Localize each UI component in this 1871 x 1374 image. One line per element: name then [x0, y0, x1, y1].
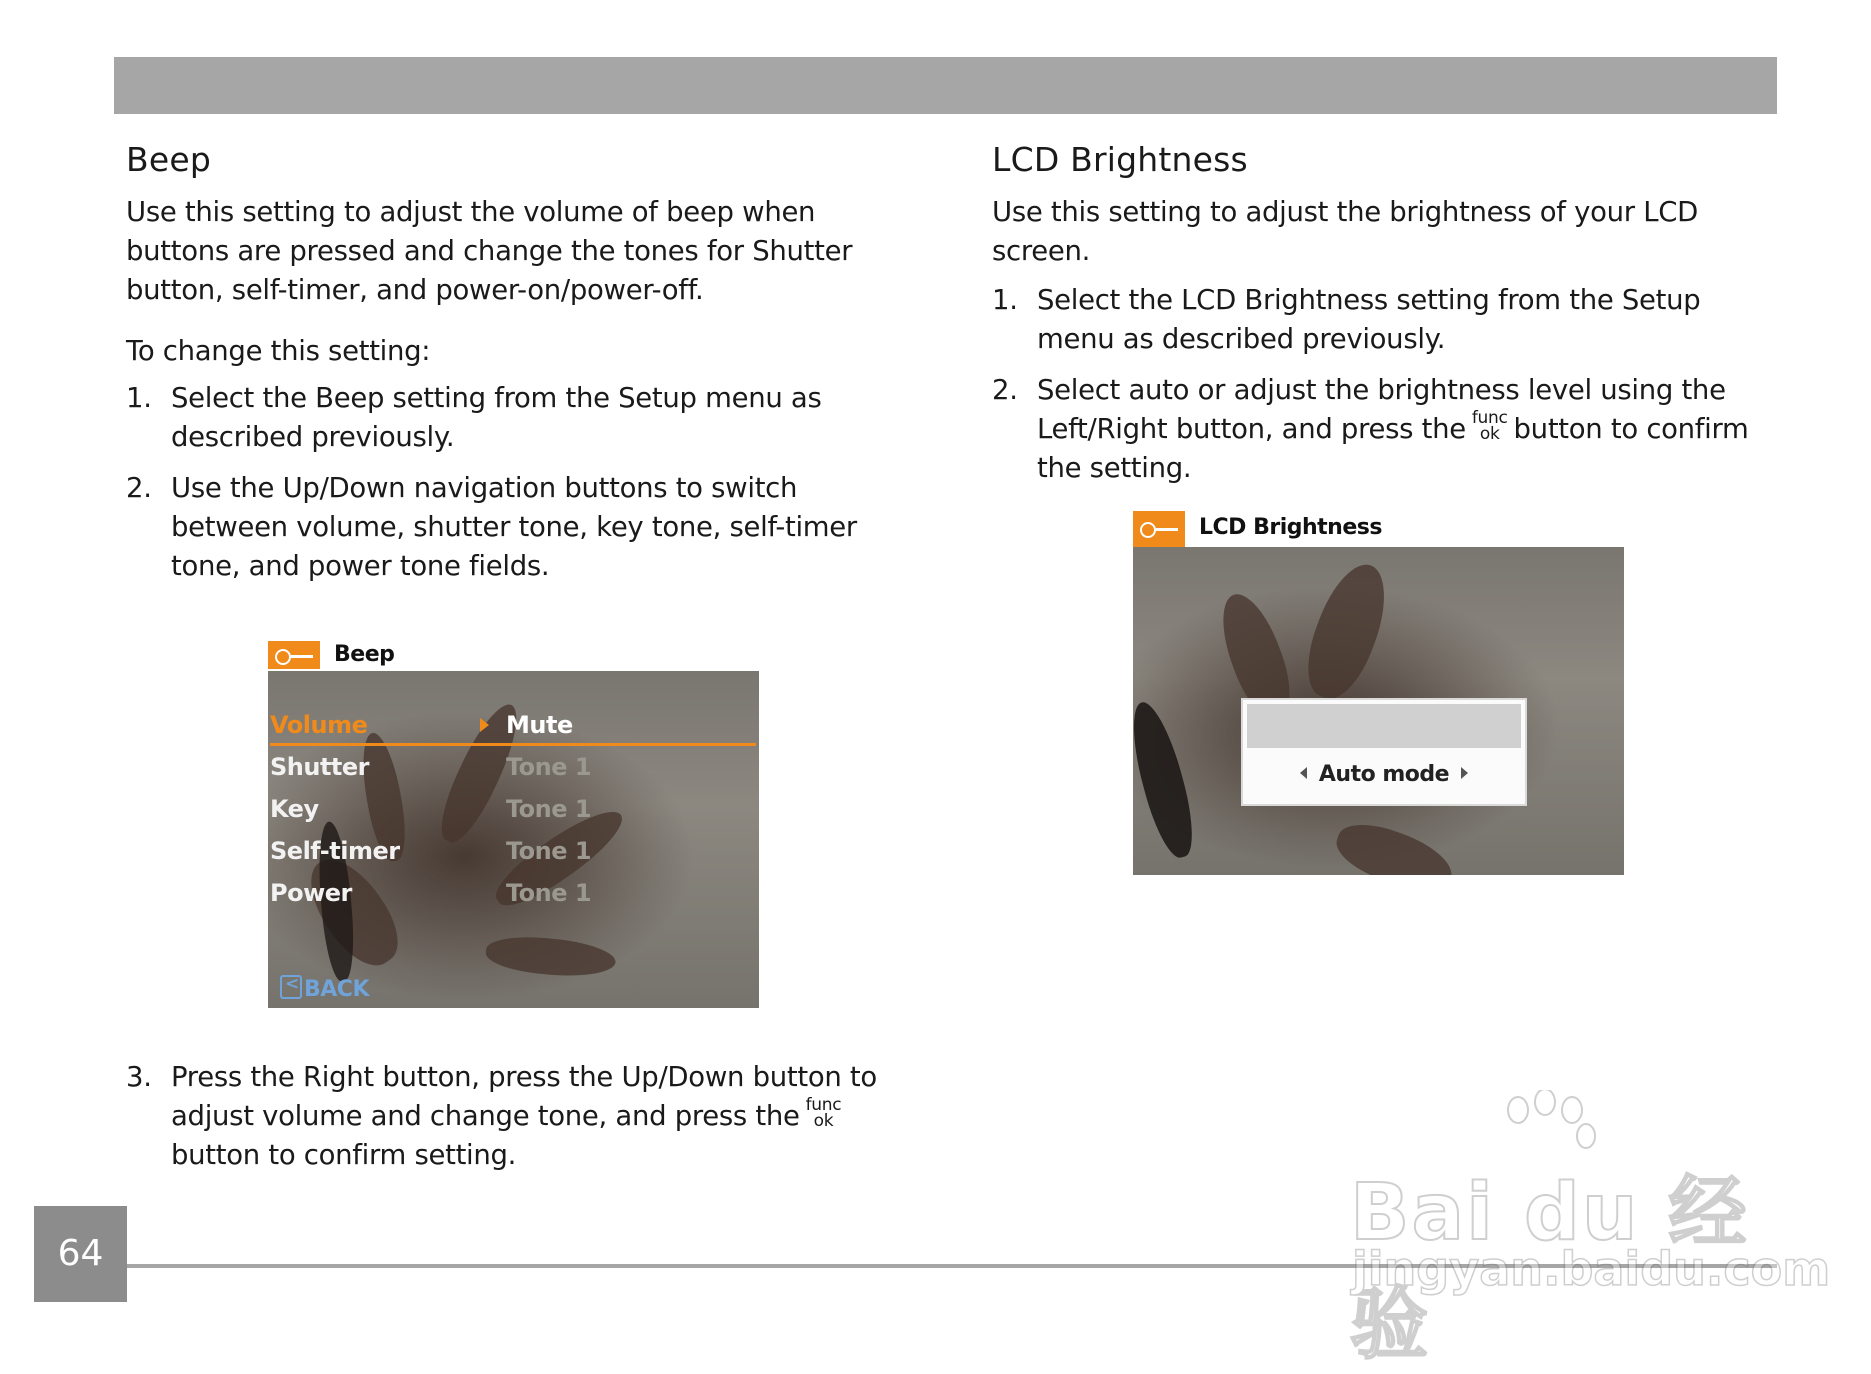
menu-row-shutter[interactable]: Shutter Tone 1 — [270, 753, 592, 781]
beep-screen-titlebar — [268, 641, 759, 669]
beep-screen-title: Beep — [334, 642, 395, 667]
beep-steps — [126, 379, 906, 586]
baidu-watermark — [1340, 1090, 1831, 1370]
left-arrow-icon — [1300, 767, 1307, 779]
watermark-brand: Bai du 经验 — [1350, 1168, 1749, 1370]
lcd-intro: Use this setting to adjust the brightness of your LCD screen. — [992, 196, 1699, 267]
brightness-mode-selector[interactable]: Auto mode — [1243, 762, 1525, 787]
brightness-dialog — [1241, 698, 1527, 806]
menu-row-volume[interactable]: Volume Mute — [270, 709, 756, 746]
brightness-bar — [1247, 704, 1521, 748]
setup-key-icon — [1133, 511, 1185, 547]
lcd-screen-title: LCD Brightness — [1199, 515, 1382, 540]
beep-screen-image — [268, 641, 759, 1008]
menu-row-self-timer[interactable]: Self-timer Tone 1 — [270, 837, 592, 865]
menu-row-power[interactable]: Power Tone 1 — [270, 879, 592, 907]
lcd-step-1: 1. Select the LCD Brightness setting from the Setup menu as described previously. — [992, 284, 1701, 355]
lcd-steps — [992, 281, 1772, 488]
beep-heading: Beep — [126, 140, 211, 179]
lcd-screen-titlebar — [1133, 511, 1624, 547]
lcd-section — [992, 140, 1772, 500]
lcd-step-2: 2. Select auto or adjust the brightness level using the Left/Right button, and press the func ok button to confirm the setting. — [992, 374, 1749, 484]
beep-step-1: 1. Select the Beep setting from the Setup menu as described previously. — [126, 382, 822, 453]
func-ok-icon: func ok — [1471, 408, 1508, 444]
back-button[interactable]: <BACK — [280, 975, 369, 1002]
setup-key-icon — [268, 641, 320, 669]
right-arrow-icon — [1461, 767, 1468, 779]
lcd-heading: LCD Brightness — [992, 140, 1248, 179]
lcd-screen-background — [1133, 547, 1624, 875]
header-bar — [114, 57, 1777, 114]
beep-step-2: 2. Use the Up/Down navigation buttons to switch between volume, shutter tone, key tone, self-timer tone, and power tone fields. — [126, 472, 857, 582]
beep-section — [126, 140, 906, 598]
right-arrow-icon — [480, 718, 489, 732]
watermark-url: jingyan.baidu.com — [1352, 1242, 1831, 1296]
back-icon — [280, 975, 302, 999]
beep-screen-background — [268, 671, 759, 1008]
beep-step-3: 3. Press the Right button, press the Up/Down button to adjust volume and change tone, and press the func ok button to confirm setting. — [126, 1061, 877, 1171]
page-number: 64 — [34, 1206, 127, 1302]
menu-row-key[interactable]: Key Tone 1 — [270, 795, 592, 823]
lcd-screen-image — [1133, 511, 1624, 875]
beep-lead: To change this setting: — [126, 335, 431, 367]
beep-intro: Use this setting to adjust the volume of beep when buttons are pressed and change the tones for Shutter button, self-timer, and power-on/power-off. — [126, 196, 853, 306]
func-ok-icon: func ok — [805, 1095, 842, 1131]
